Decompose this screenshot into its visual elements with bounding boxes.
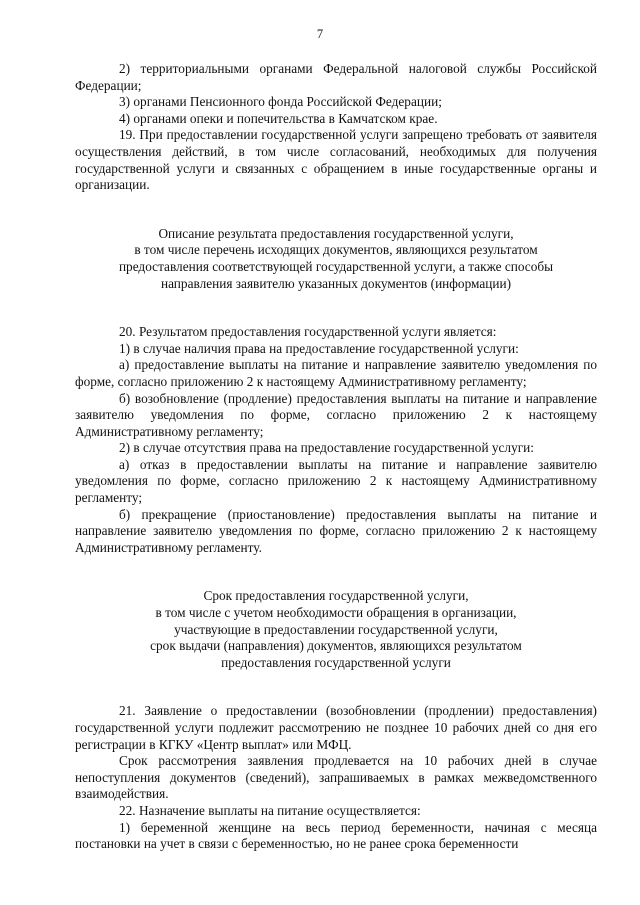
paragraph: 4) органами опеки и попечительства в Камчатском крае. [119, 110, 438, 126]
paragraph-item-20: 20. Результатом предоставления государственной услуги является: [119, 324, 497, 340]
document-body [75, 61, 597, 853]
paragraph: а) предоставление выплаты на питание и направление заявителю уведомления по форме, согласно приложению 2 к настоящему Административному регламенту; [75, 357, 597, 389]
paragraph-item-19: 19. При предоставлении государственной услуги запрещено требовать от заявителя осуществления действий, в том числе согласований, необходимых для получения государственной услуги и связанных с обращением в иные государственные органы и организации. [75, 127, 597, 193]
heading-line: участвующие в предоставлении государственной услуги, [174, 621, 498, 637]
heading-line: срок выдачи (направления) документов, являющихся результатом [150, 638, 522, 654]
heading-line: направления заявителю указанных документов (информации) [160, 275, 512, 291]
section-heading-result [75, 226, 597, 292]
paragraph-item-21: 21. Заявление о предоставлении (возобновлении (продлении) предоставления) государственной услуги подлежит рассмотрению не позднее 10 рабочих дней со дня его регистрации в КГКУ «Центр выплат» или МФЦ. [75, 703, 597, 752]
paragraph: а) отказ в предоставлении выплаты на питание и направление заявителю уведомления по форме, согласно приложению 2 к настоящему Административному регламенту; [75, 456, 597, 506]
paragraph: Срок рассмотрения заявления продлевается на 10 рабочих дней в случае непоступления документов (сведений), запрашиваемых в рамках межведомственного взаимодействия. [75, 753, 597, 802]
heading-line: в том числе с учетом необходимости обращения в организации, [155, 605, 517, 621]
paragraph: б) возобновление (продление) предоставления выплаты на питание и направление заявителю уведомления по форме, согласно приложению 2 к настоящему Административному регламенту; [75, 390, 597, 439]
paragraph-item-22: 22. Назначение выплаты на питание осуществляется: [119, 802, 421, 818]
paragraph: 2) территориальными органами Федеральной налоговой службы Российской Федерации; [75, 61, 597, 93]
section-heading-term [75, 588, 597, 671]
paragraph: 3) органами Пенсионного фонда Российской Федерации; [119, 94, 442, 110]
paragraph: б) прекращение (приостановление) предоставления выплаты на питание и направление заявителю уведомления по форме, согласно приложению 2 к настоящему Административному регламенту. [75, 506, 597, 555]
heading-line: предоставления соответствующей государственной услуги, а также способы [118, 258, 554, 274]
heading-line: предоставления государственной услуги [221, 654, 451, 670]
paragraph: 1) беременной женщине на весь период беременности, начиная с месяца постановки на учет в связи с беременностью, но не ранее срока беременности [75, 819, 597, 852]
heading-line: Описание результата предоставления государственной услуги, [158, 225, 514, 241]
heading-line: в том числе перечень исходящих документов, являющихся результатом [134, 242, 538, 258]
paragraph: 2) в случае отсутствия права на предоставление государственной услуги: [119, 440, 534, 456]
page-number: 7 [316, 27, 324, 41]
heading-line: Срок предоставления государственной услуги, [203, 588, 469, 604]
paragraph: 1) в случае наличия права на предоставление государственной услуги: [119, 340, 519, 356]
